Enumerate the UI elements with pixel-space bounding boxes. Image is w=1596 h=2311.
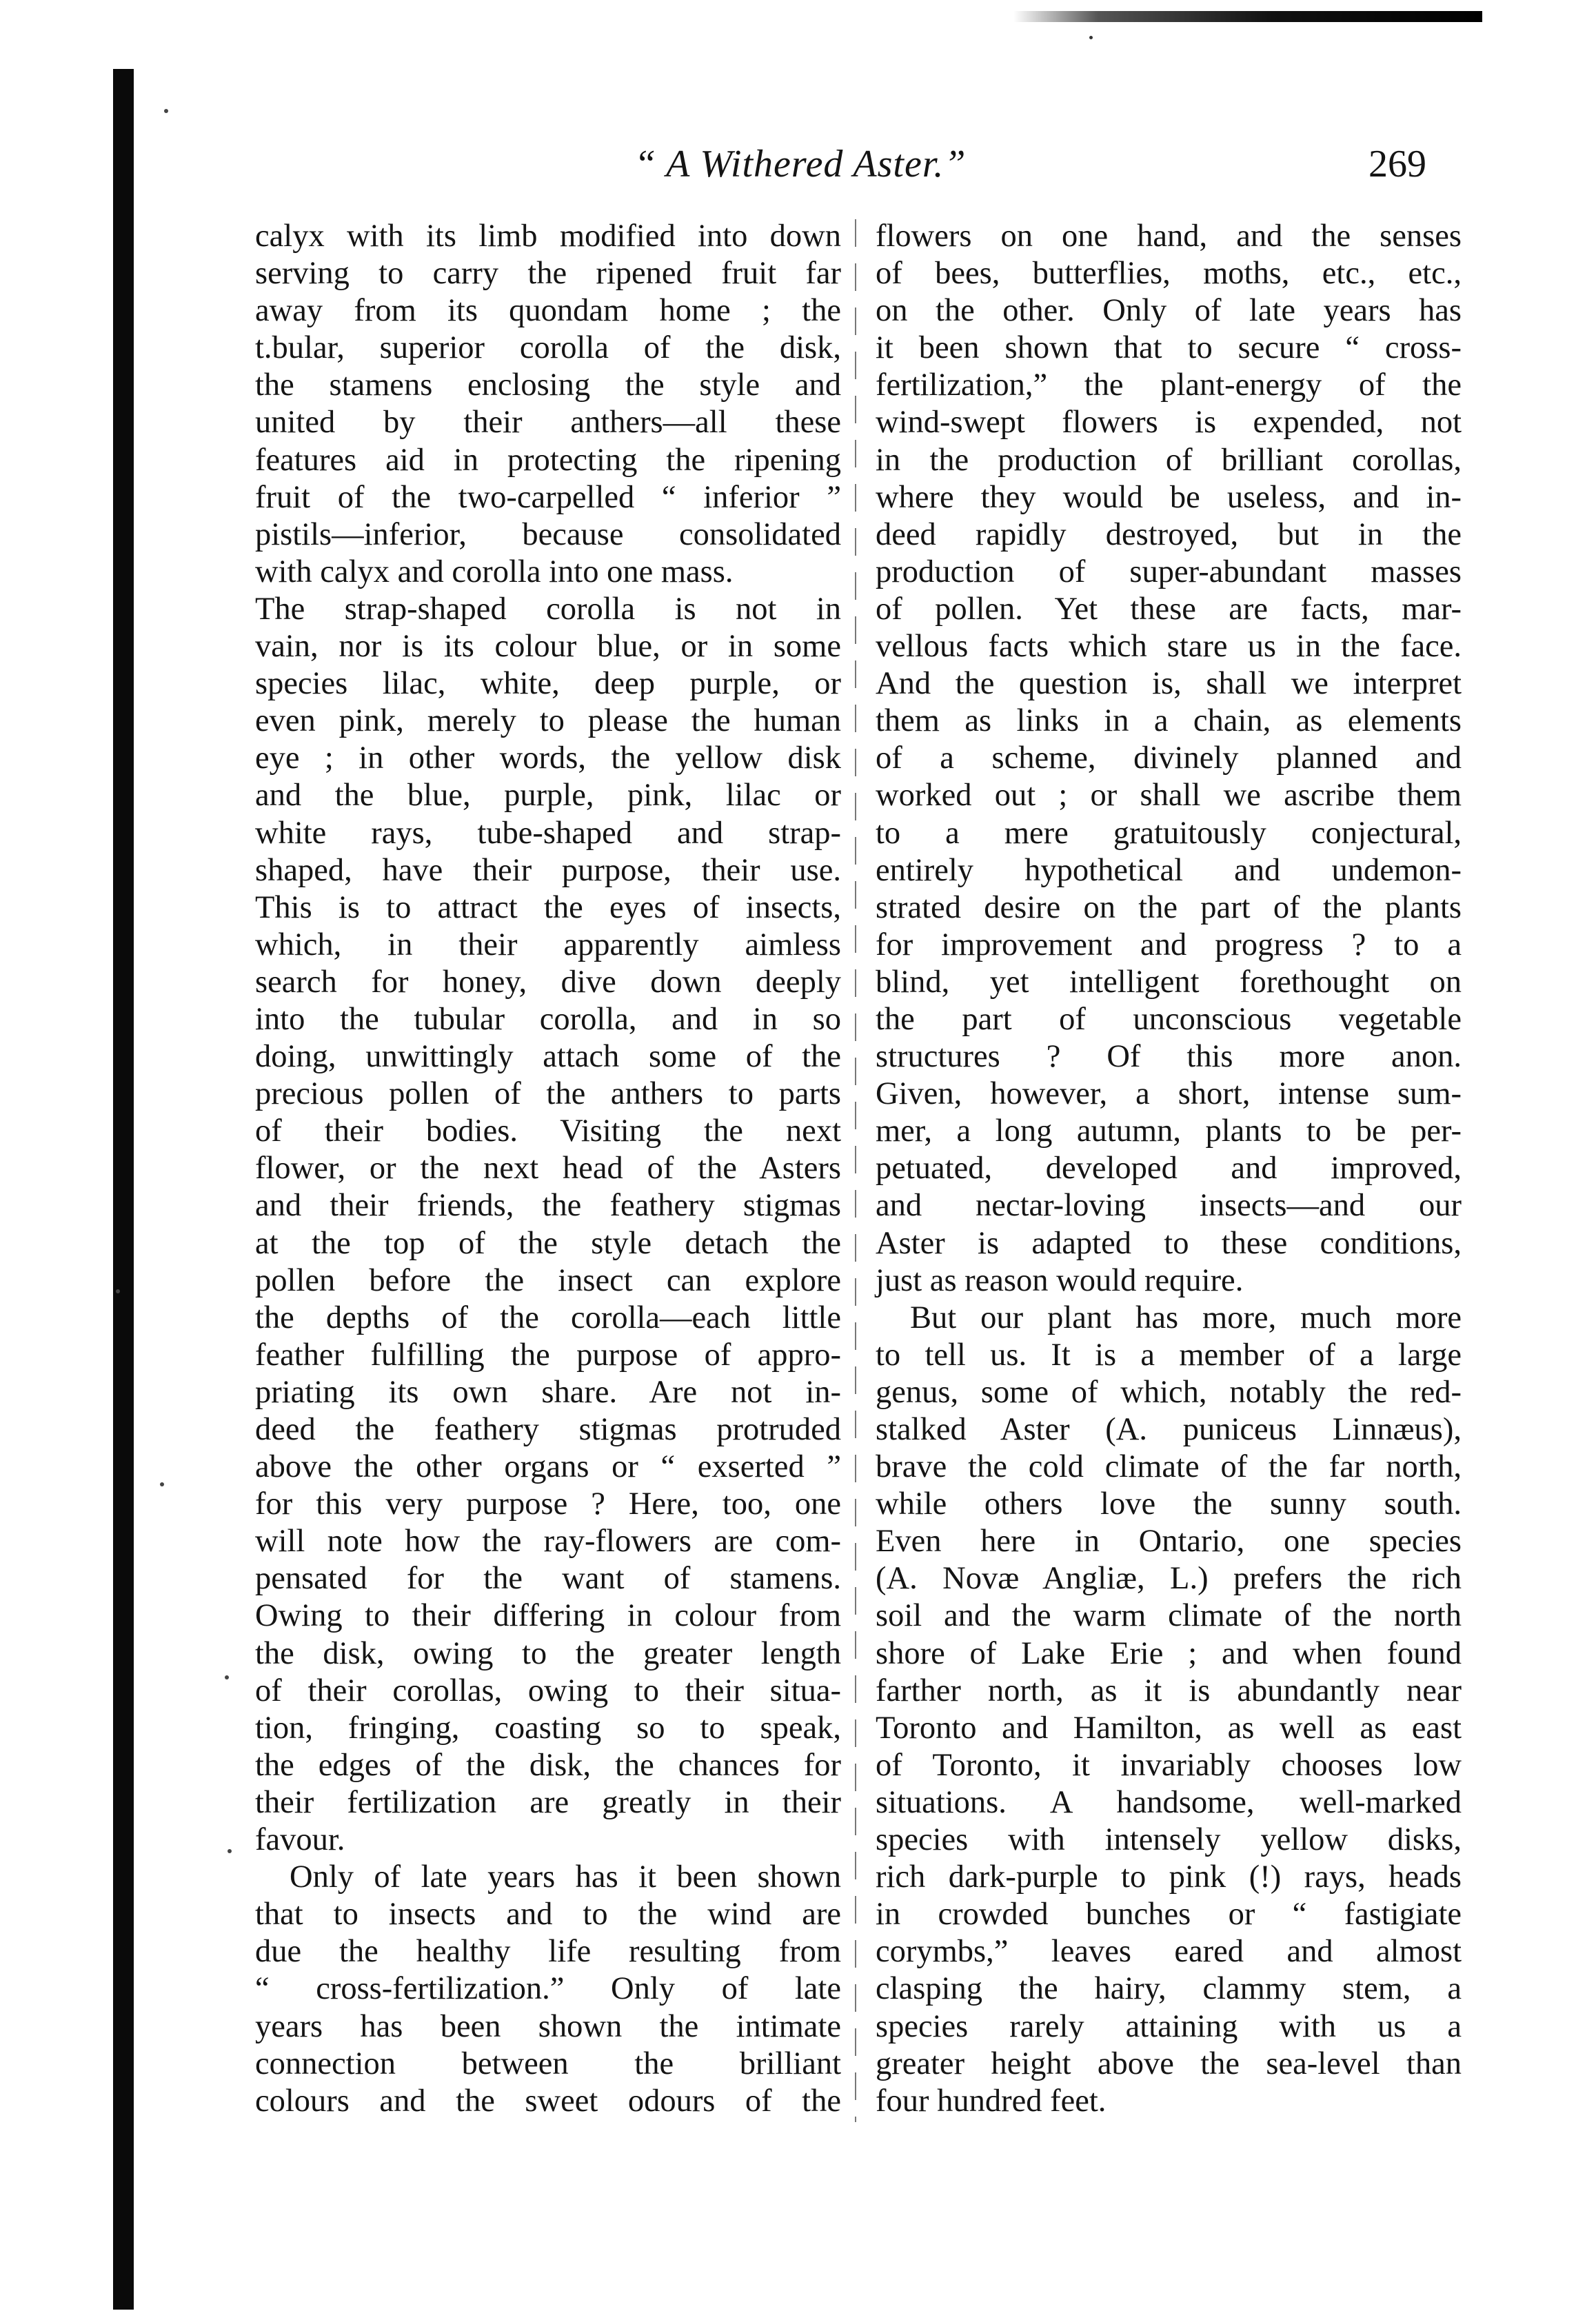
text-line: species lilac, white, deep purple, or: [255, 666, 841, 702]
text-line: colours and the sweet odours of the: [255, 2083, 841, 2119]
text-line: shore of Lake Erie ; and when found: [876, 1635, 1462, 1671]
text-line: eye ; in other words, the yellow disk: [255, 740, 841, 776]
text-line: them as links in a chain, as elements: [876, 703, 1462, 739]
text-line: their fertilization are greatly in their: [255, 1784, 841, 1820]
text-line: to a mere gratuitously conjectural,: [876, 815, 1462, 851]
text-line: Even here in Ontario, one species: [876, 1524, 1462, 1560]
speck-mark: [228, 1849, 232, 1853]
text-line: where they would be useless, and in-: [876, 479, 1462, 515]
text-line: tion, fringing, coasting so to speak,: [255, 1710, 841, 1746]
text-line: blind, yet intelligent forethought on: [876, 964, 1462, 1000]
text-line: white rays, tube-shaped and strap-: [255, 815, 841, 851]
text-line: doing, unwittingly attach some of the: [255, 1039, 841, 1075]
text-line: four hundred feet.: [876, 2083, 1107, 2119]
text-line: of a scheme, divinely planned and: [876, 740, 1462, 776]
text-line: rich dark-purple to pink (!) rays, heads: [876, 1859, 1462, 1895]
binding-edge: [113, 69, 134, 2310]
text-line: But our plant has more, much more: [910, 1300, 1462, 1335]
text-line: for this very purpose ? Here, too, one: [255, 1486, 841, 1522]
text-line: that to insects and to the wind are: [255, 1897, 841, 1932]
text-line: the edges of the disk, the chances for: [255, 1747, 841, 1783]
text-line: with calyx and corolla into one mass.: [255, 554, 734, 589]
text-line: of bees, butterflies, moths, etc., etc.,: [876, 256, 1462, 292]
text-line: pollen before the insect can explore: [255, 1262, 841, 1298]
text-line: the stamens enclosing the style and: [255, 367, 841, 403]
text-line: serving to carry the ripened fruit far: [255, 256, 841, 292]
text-line: petuated, developed and improved,: [876, 1151, 1462, 1187]
top-rule: [1013, 11, 1482, 22]
text-line: structures ? Of this more anon.: [876, 1039, 1462, 1075]
text-line: flower, or the next head of the Asters: [255, 1151, 841, 1187]
column-divider: [855, 219, 856, 2122]
running-head: “ A Withered Aster.”: [634, 143, 967, 185]
text-line: search for honey, dive down deeply: [255, 964, 841, 1000]
text-line: corymbs,” leaves eared and almost: [876, 1934, 1462, 1970]
text-line: production of super-abundant masses: [876, 554, 1462, 589]
speck-mark: [160, 1482, 164, 1486]
text-line: soil and the warm climate of the north: [876, 1598, 1462, 1634]
right-column: [876, 218, 1462, 2120]
text-line: species rarely attaining with us a: [876, 2008, 1462, 2044]
text-line: deed rapidly destroyed, but in the: [876, 516, 1462, 552]
text-line: it been shown that to secure “ cross-: [876, 330, 1462, 366]
left-column: [255, 218, 841, 2120]
text-line: which, in their apparently aimless: [255, 927, 841, 962]
speck-mark: [1089, 36, 1093, 39]
text-line: to tell us. It is a member of a large: [876, 1337, 1462, 1373]
text-line: entirely hypothetical and undemon-: [876, 852, 1462, 888]
text-line: Aster is adapted to these conditions,: [876, 1225, 1462, 1261]
text-line: Given, however, a short, intense sum-: [876, 1076, 1462, 1112]
text-line: (A. Novæ Angliæ, L.) prefers the rich: [876, 1561, 1462, 1597]
text-line: of pollen. Yet these are facts, mar-: [876, 591, 1462, 627]
text-line: while others love the sunny south.: [876, 1486, 1462, 1522]
text-line: fruit of the two-carpelled “ inferior ”: [255, 479, 841, 515]
text-line: And the question is, shall we interpret: [876, 666, 1462, 702]
text-line: just as reason would require.: [876, 1262, 1244, 1298]
text-line: features aid in protecting the ripening: [255, 442, 841, 478]
text-line: will note how the ray-flowers are com-: [255, 1524, 841, 1560]
speck-mark: [116, 1289, 120, 1293]
speck-mark: [225, 1675, 229, 1679]
text-line: for improvement and progress ? to a: [876, 927, 1462, 962]
text-line: stalked Aster (A. puniceus Linnæus),: [876, 1412, 1462, 1447]
text-line: vellous facts which stare us in the face.: [876, 629, 1462, 665]
text-line: into the tubular corolla, and in so: [255, 1001, 841, 1037]
text-line: deed the feathery stigmas protruded: [255, 1412, 841, 1447]
text-line: the disk, owing to the greater length: [255, 1635, 841, 1671]
text-line: and the blue, purple, pink, lilac or: [255, 778, 841, 814]
text-line: farther north, as it is abundantly near: [876, 1673, 1462, 1708]
text-line: Owing to their differing in colour from: [255, 1598, 841, 1634]
text-line: above the other organs or “ exserted ”: [255, 1449, 841, 1485]
text-line: priating its own share. Are not in-: [255, 1374, 841, 1410]
text-line: strated desire on the part of the plants: [876, 889, 1462, 925]
text-line: greater height above the sea-level than: [876, 2046, 1462, 2081]
text-line: on the other. Only of late years has: [876, 293, 1462, 329]
text-line: t.bular, superior corolla of the disk,: [255, 330, 841, 366]
text-line: feather fulfilling the purpose of appro-: [255, 1337, 841, 1373]
text-line: connection between the brilliant: [255, 2046, 841, 2081]
text-line: situations. A handsome, well-marked: [876, 1784, 1462, 1820]
text-line: even pink, merely to please the human: [255, 703, 841, 739]
text-line: brave the cold climate of the far north,: [876, 1449, 1462, 1485]
text-line: pensated for the want of stamens.: [255, 1561, 841, 1597]
text-line: of Toronto, it invariably chooses low: [876, 1747, 1462, 1783]
page-number: 269: [1368, 143, 1426, 185]
text-line: united by their anthers—all these: [255, 405, 841, 441]
text-line: fertilization,” the plant-energy of the: [876, 367, 1462, 403]
text-line: genus, some of which, notably the red-: [876, 1374, 1462, 1410]
text-line: at the top of the style detach the: [255, 1225, 841, 1261]
text-line: The strap-shaped corolla is not in: [255, 591, 841, 627]
text-line: and nectar-loving insects—and our: [876, 1188, 1462, 1224]
text-line: vain, nor is its colour blue, or in some: [255, 629, 841, 665]
text-line: clasping the hairy, clammy stem, a: [876, 1971, 1462, 2007]
text-line: the part of unconscious vegetable: [876, 1001, 1462, 1037]
text-line: This is to attract the eyes of insects,: [255, 889, 841, 925]
text-line: in the production of brilliant corollas,: [876, 442, 1462, 478]
text-line: flowers on one hand, and the senses: [876, 219, 1462, 254]
speck-mark: [164, 109, 168, 113]
text-line: species with intensely yellow disks,: [876, 1822, 1462, 1858]
text-line: Only of late years has it been shown: [290, 1859, 841, 1895]
text-line: worked out ; or shall we ascribe them: [876, 778, 1462, 814]
text-line: mer, a long autumn, plants to be per-: [876, 1113, 1462, 1149]
text-line: years has been shown the intimate: [255, 2008, 841, 2044]
text-line: precious pollen of the anthers to parts: [255, 1076, 841, 1112]
text-line: due the healthy life resulting from: [255, 1934, 841, 1970]
text-line: Toronto and Hamilton, as well as east: [876, 1710, 1462, 1746]
text-line: pistils—inferior, because consolidated: [255, 516, 841, 552]
text-line: of their corollas, owing to their situa-: [255, 1673, 841, 1708]
text-line: and their friends, the feathery stigmas: [255, 1188, 841, 1224]
text-line: the depths of the corolla—each little: [255, 1300, 841, 1335]
text-line: “ cross-fertilization.” Only of late: [255, 1971, 841, 2007]
text-line: away from its quondam home ; the: [255, 293, 841, 329]
text-line: of their bodies. Visiting the next: [255, 1113, 841, 1149]
text-line: shaped, have their purpose, their use.: [255, 852, 841, 888]
text-line: calyx with its limb modified into down: [255, 219, 841, 254]
text-line: favour.: [255, 1822, 345, 1858]
text-line: in crowded bunches or “ fastigiate: [876, 1897, 1462, 1932]
text-line: wind-swept flowers is expended, not: [876, 405, 1462, 441]
